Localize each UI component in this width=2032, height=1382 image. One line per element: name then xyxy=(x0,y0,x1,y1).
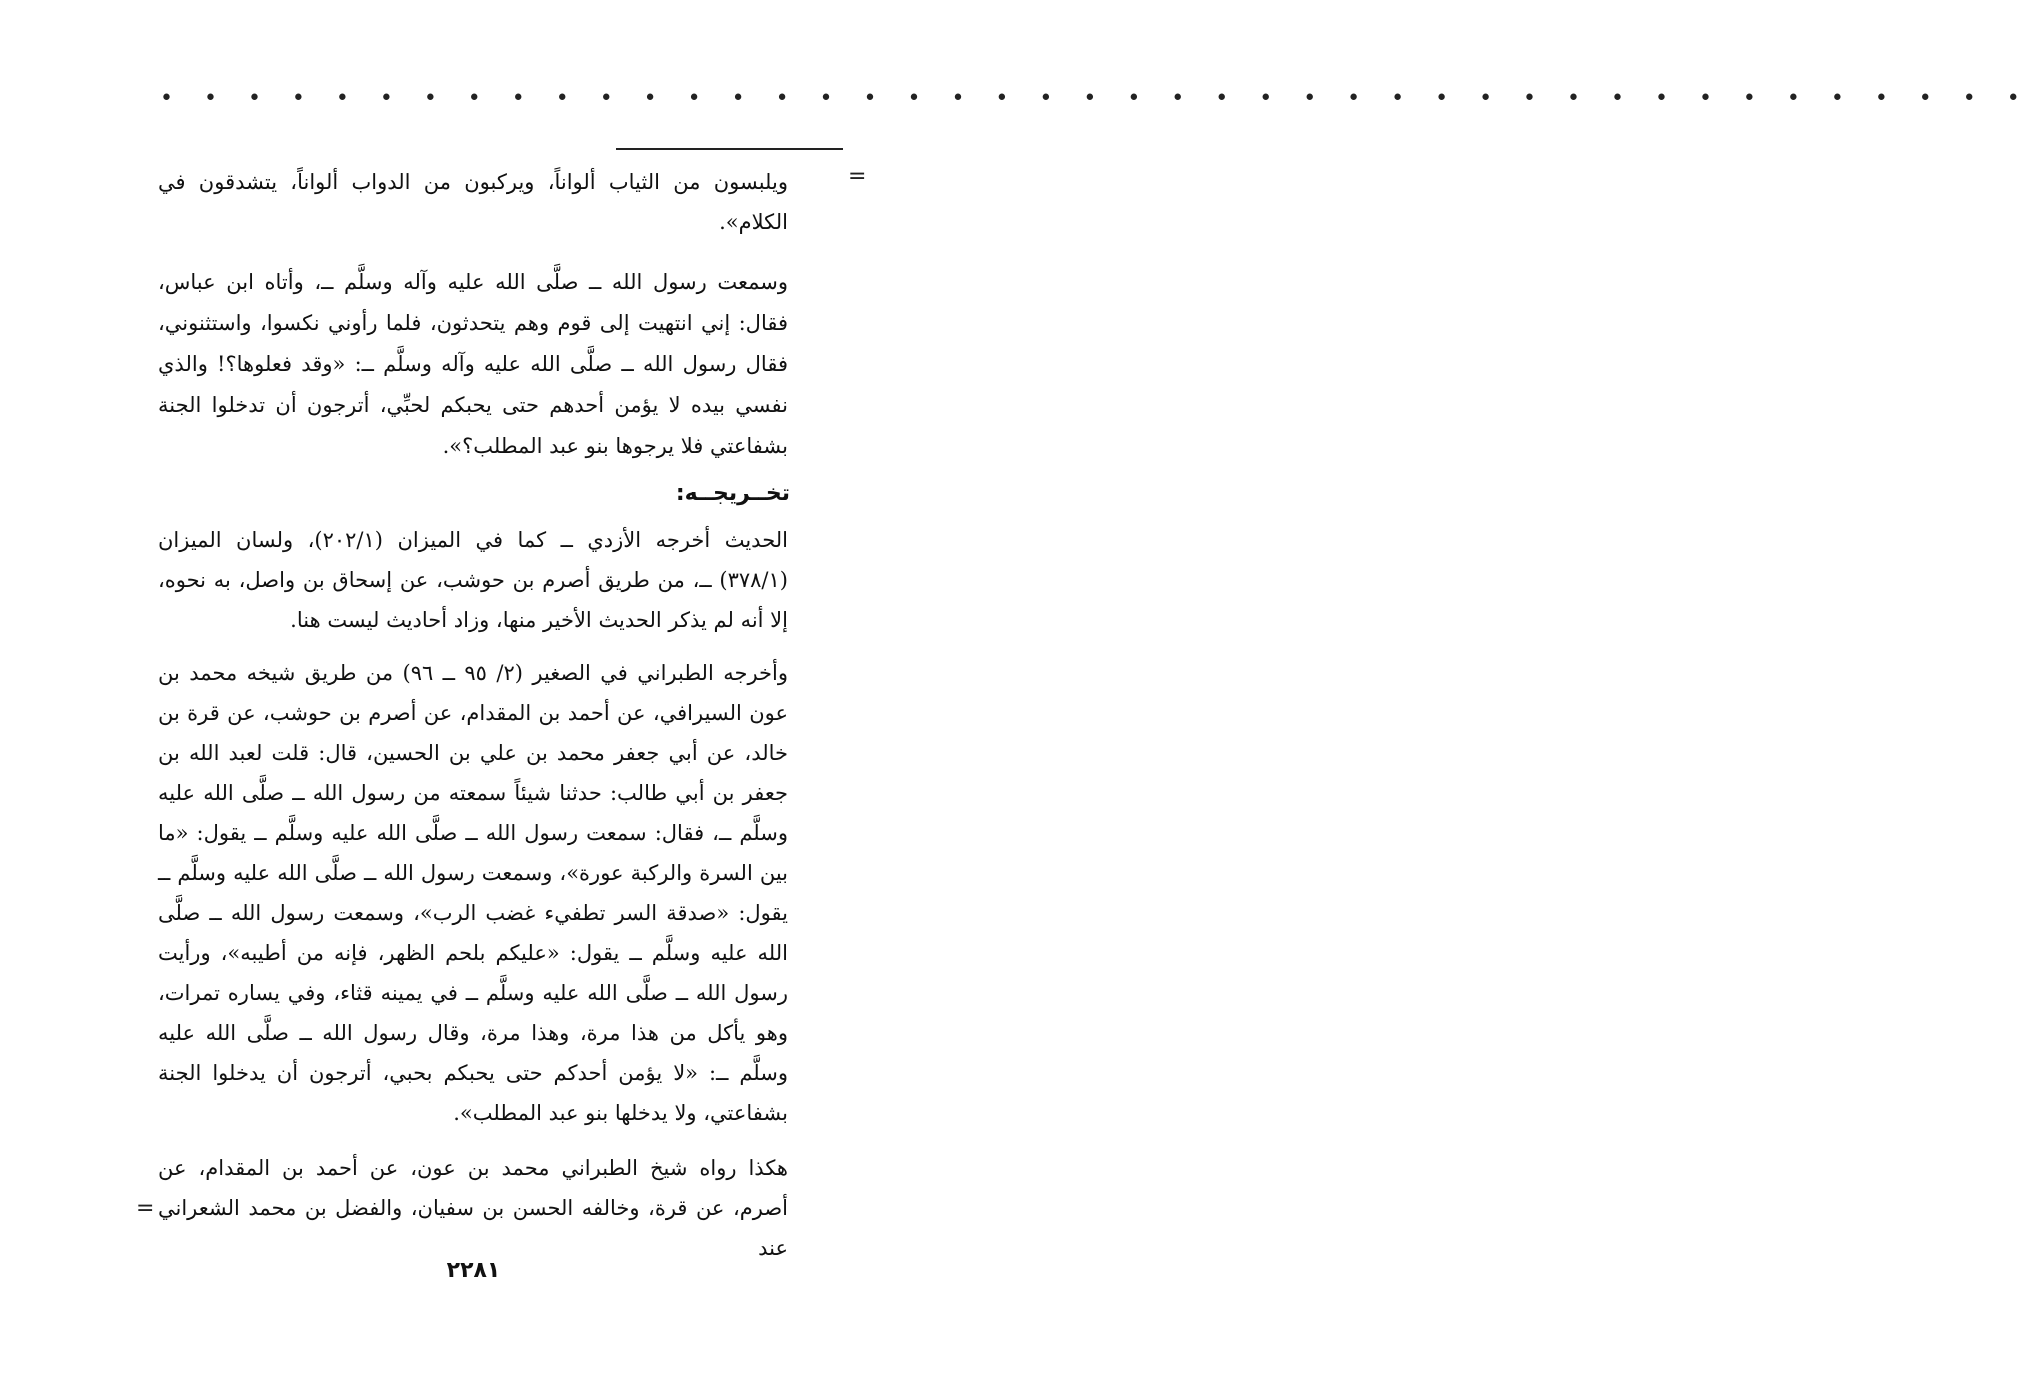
paragraph-text: ويلبسون من الثياب ألواناً، ويركبون من الدواب ألواناً، يتشدقون في الكلام». xyxy=(158,170,788,234)
continuation-mark-bottom: = xyxy=(136,1196,155,1221)
takhrij-heading: تخــريجــه: xyxy=(675,481,790,506)
paragraph-continuation xyxy=(158,162,788,242)
paragraph-hadith xyxy=(158,262,788,467)
page-number: ٢٢٨١ xyxy=(446,1258,501,1283)
footnote-rule xyxy=(616,148,843,150)
paragraph-text: وأخرجه الطبراني في الصغير (٢/ ٩٥ ــ ٩٦) من طريق شيخه محمد بن عون السيرافي، عن أحمد بن المقدام، عن أصرم بن حوشب، عن قرة بن خالد، عن أبي جعفر محمد بن علي بن الحسين، قال: قلت لعبد الله بن جعفر بن أبي طالب: حدثنا شيئاً سمعته من رسول الله ــ صلَّى الله عليه وسلَّم ــ، فقال: سمعت رسول الله ــ صلَّى الله عليه وسلَّم ــ يقول: «ما بين السرة والركبة عورة»، وسمعت رسول الله ــ صلَّى الله عليه وسلَّم ــ يقول: «صدقة السر تطفيء غضب الرب»، وسمعت رسول الله ــ صلَّى الله عليه وسلَّم ــ يقول: «عليكم بلحم الظهر، فإنه من أطيبه»، ورأيت رسول الله ــ صلَّى الله عليه وسلَّم ــ في يمينه قثاء، وفي يساره تمرات، وهو يأكل من هذا مرة، وهذا مرة، وقال رسول الله ــ صلَّى الله عليه وسلَّم ــ: «لا يؤمن أحدكم حتى يحبكم بحبي، أترجون أن يدخلوا الجنة بشفاعتي، ولا يدخلها بنو عبد المطلب». xyxy=(158,661,788,1125)
paragraph-text: هكذا رواه شيخ الطبراني محمد بن عون، عن أحمد بن المقدام، عن أصرم، عن قرة، وخالفه الحسن بن سفيان، والفضل بن محمد الشعراني عند xyxy=(158,1156,788,1260)
paragraph-takhrij-azdi xyxy=(158,520,788,640)
paragraph-riwaya-note xyxy=(158,1148,788,1268)
continuation-mark-top: = xyxy=(848,164,867,189)
paragraph-takhrij-tabarani xyxy=(158,653,788,1133)
separator-dots: • • • • • • • • • • • • • • • • • • • • • • • • • • • • • • • • • • • • • • • • • • • xyxy=(160,86,2032,111)
paragraph-text: الحديث أخرجه الأزدي ــ كما في الميزان (٢٠٢/١)، ولسان الميزان (٣٧٨/١) ــ، من طريق أصرم بن حوشب، عن إسحاق بن واصل، به نحوه، إلا أنه لم يذكر الحديث الأخير منها، وزاد أحاديث ليست هنا. xyxy=(158,528,788,632)
paragraph-text: وسمعت رسول الله ــ صلَّى الله عليه وآله وسلَّم ــ، وأتاه ابن عباس، فقال: إني انتهيت إلى قوم وهم يتحدثون، فلما رأوني نكسوا، واستثنوني، فقال رسول الله ــ صلَّى الله عليه وآله وسلَّم ــ: «وقد فعلوها؟! والذي نفسي بيده لا يؤمن أحدهم حتى يحبكم لحبِّي، أترجون أن تدخلوا الجنة بشفاعتي فلا يرجوها بنو عبد المطلب؟». xyxy=(158,270,788,458)
